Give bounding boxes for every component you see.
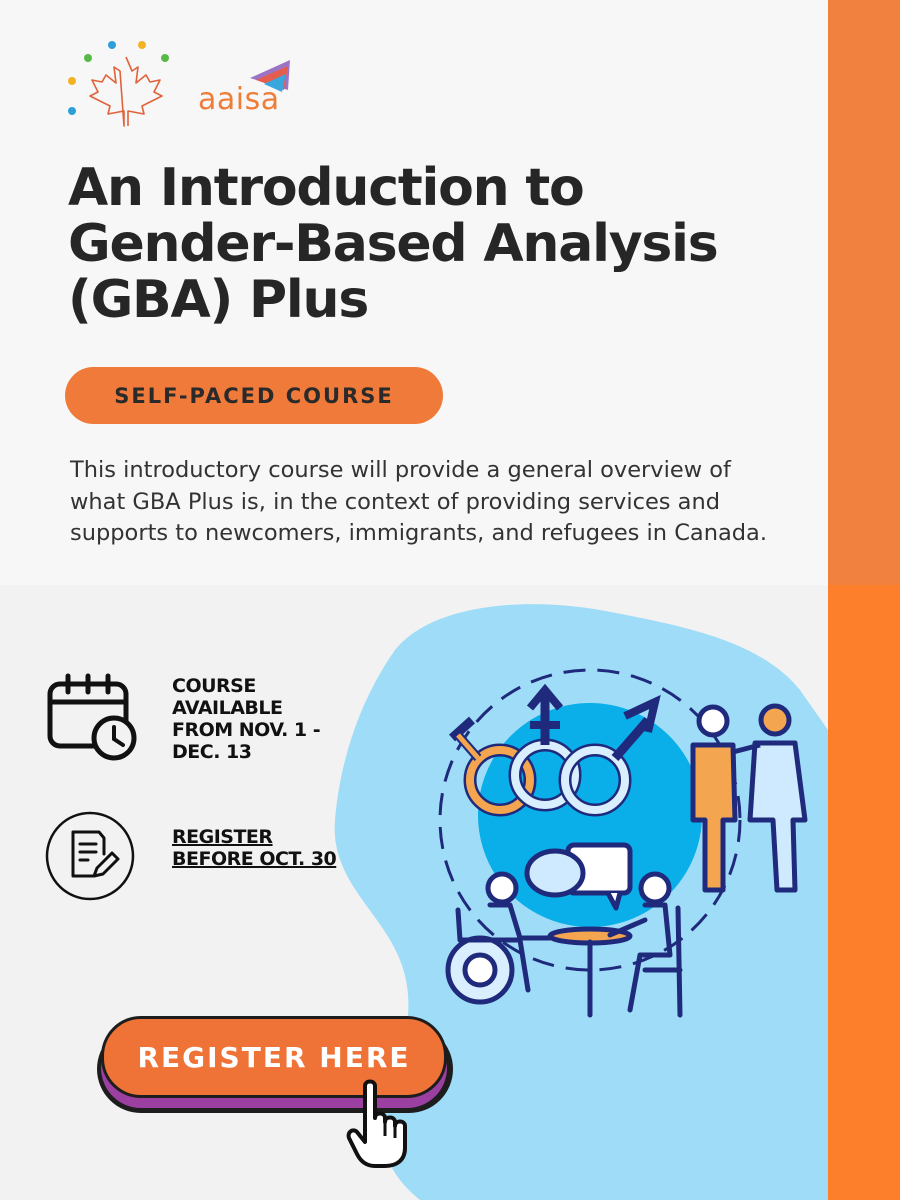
availability-line: DEC. 13 (172, 741, 252, 763)
side-stripe-top (828, 0, 900, 585)
brand-name: aaisa (198, 82, 280, 117)
title-line: (GBA) Plus (68, 270, 369, 330)
availability-line: FROM NOV. 1 - (172, 719, 321, 741)
calendar-clock-icon (44, 672, 140, 764)
availability-text (172, 675, 347, 763)
title-line: Gender-Based Analysis (68, 214, 718, 274)
register-deadline-link[interactable] (172, 826, 392, 870)
inclusion-illustration (410, 640, 820, 1040)
two-people-icon (693, 706, 805, 890)
pointing-hand-icon (345, 1078, 415, 1170)
availability-line: AVAILABLE (172, 697, 283, 719)
title-line: An Introduction to (68, 158, 584, 218)
deadline-line: REGISTER (172, 826, 273, 848)
deadline-line: BEFORE OCT. 30 (172, 848, 337, 870)
course-description: This introductory course will provide a general overview of what GBA Plus is, in the context of providing services and supports to newcomers, immigrants, and refugees in Canada. (70, 457, 767, 546)
availability-line: COURSE (172, 675, 256, 697)
note-pencil-icon (44, 810, 136, 902)
course-type-badge: SELF-PACED COURSE (65, 367, 443, 424)
side-stripe-bottom (828, 585, 900, 1200)
register-here-button[interactable]: REGISTER HERE (101, 1016, 447, 1098)
